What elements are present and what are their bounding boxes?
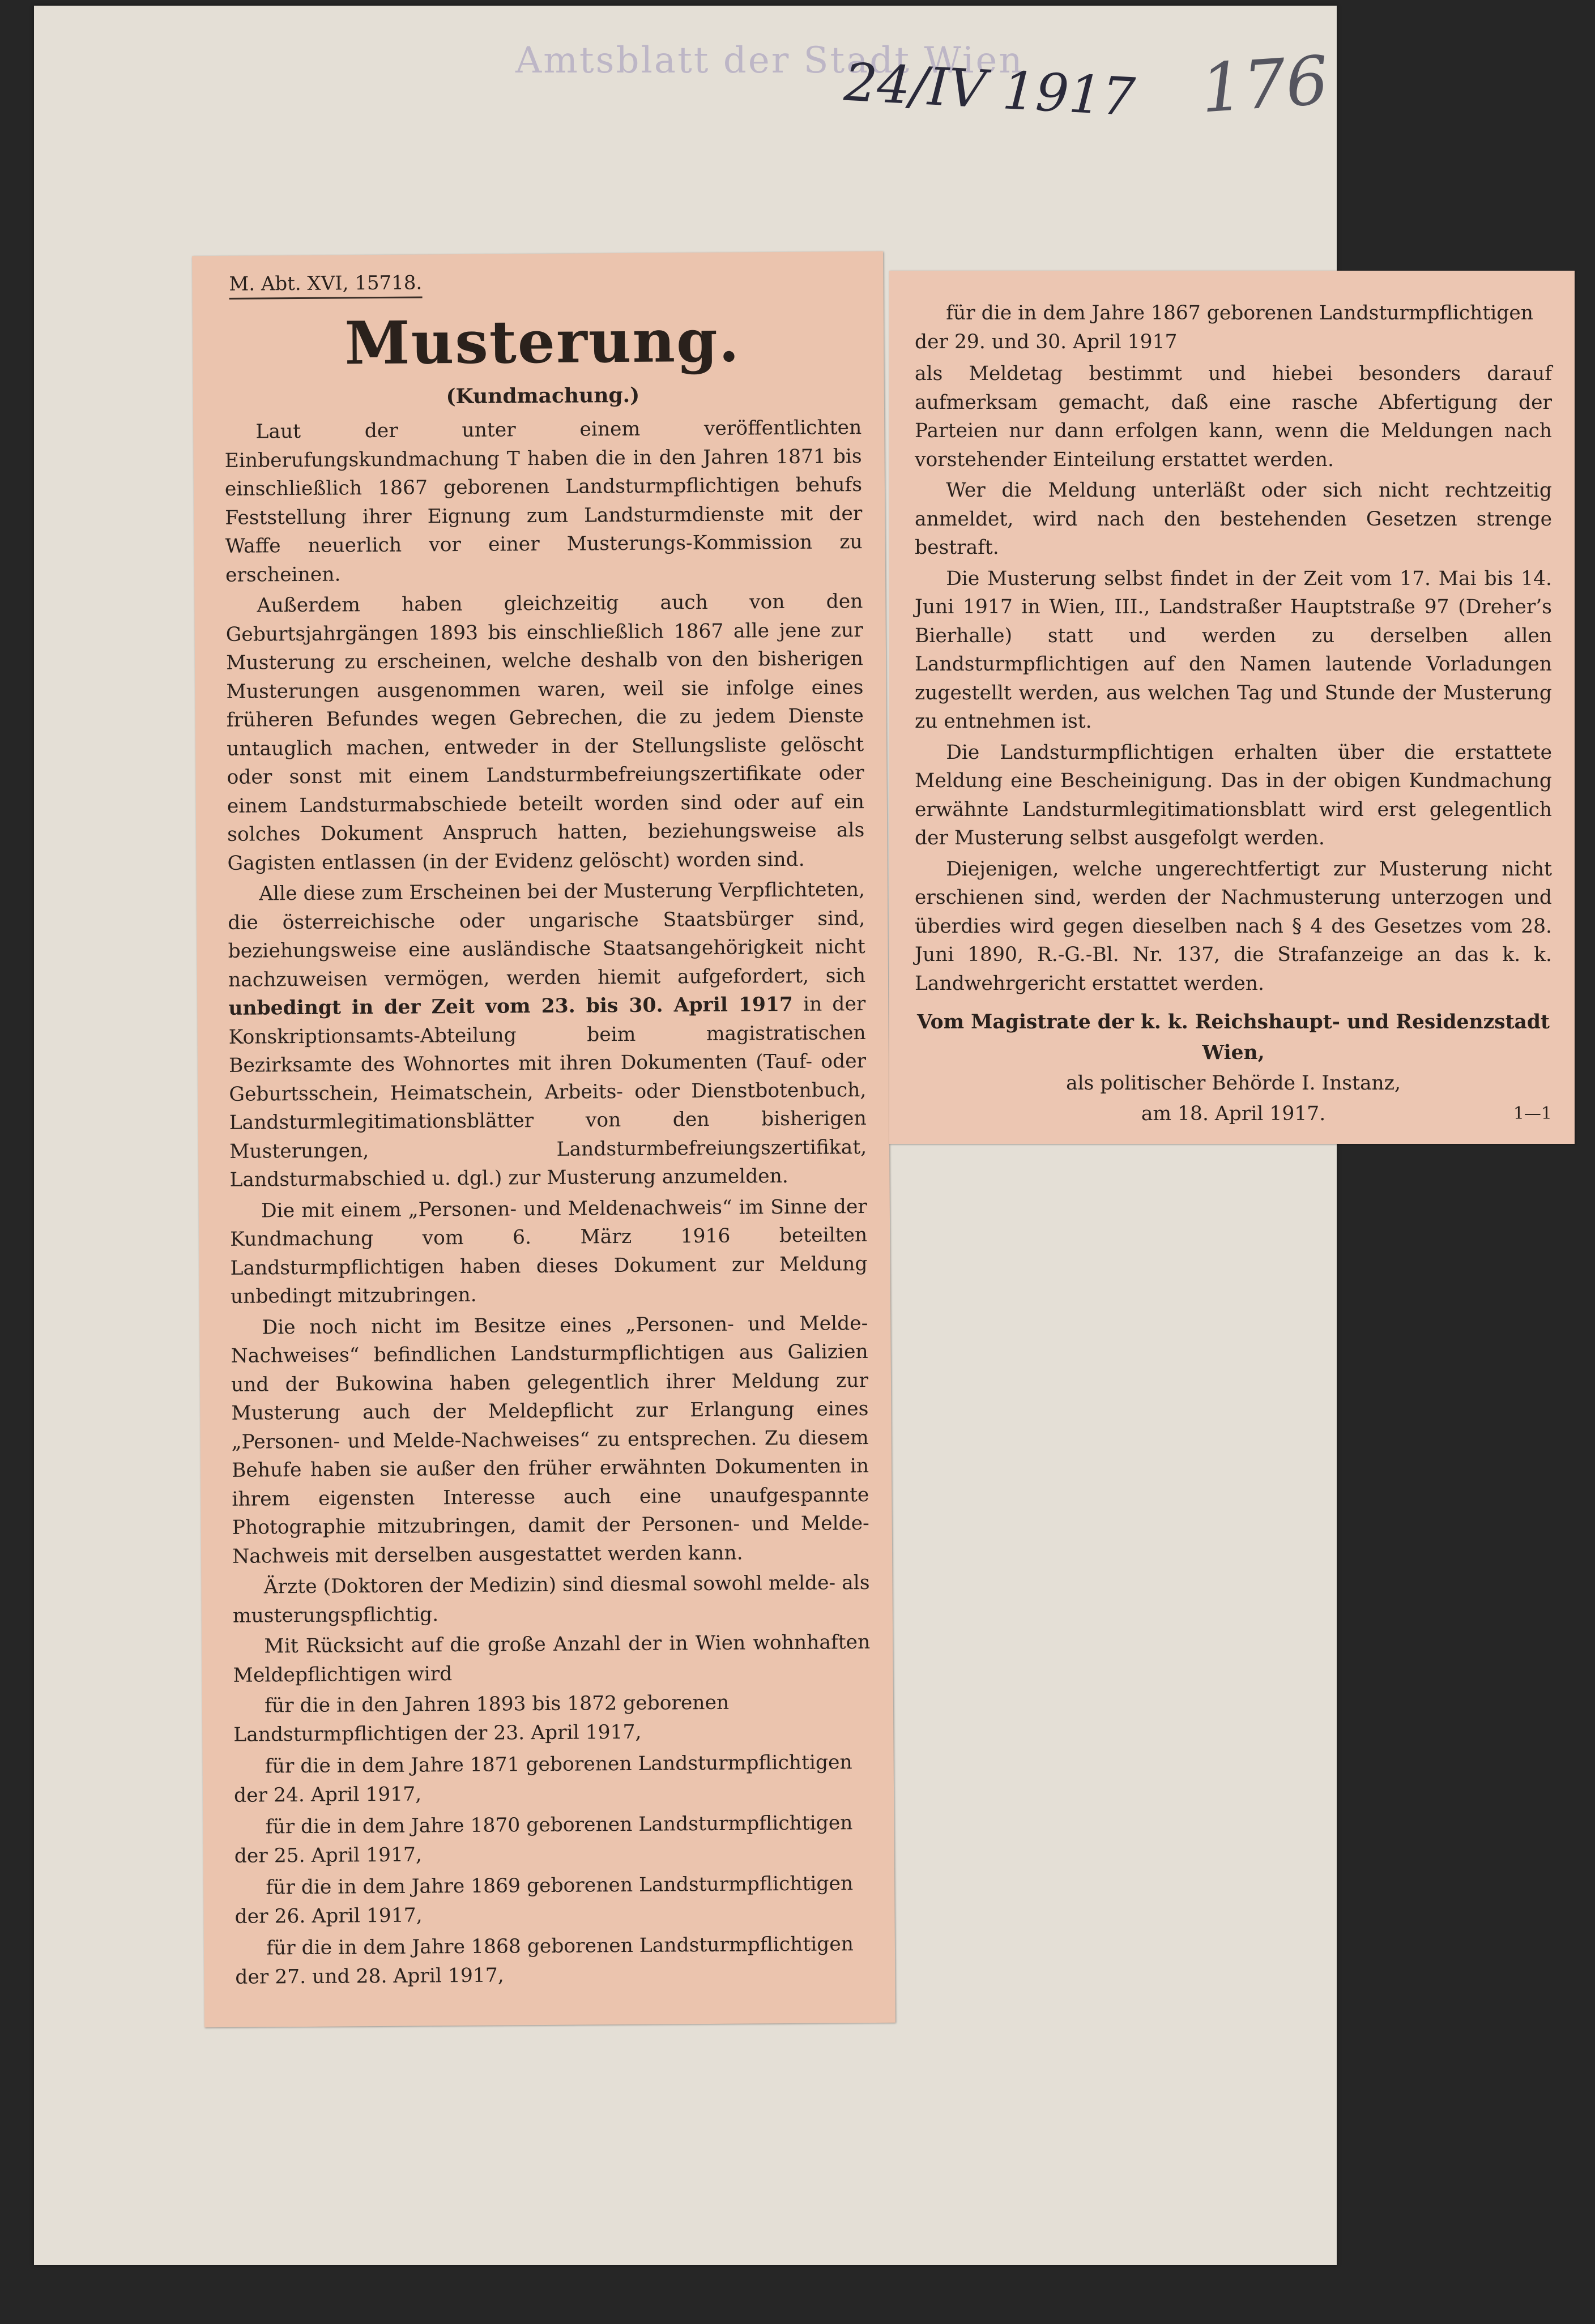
paragraph-text: in der Konskriptionsamts-Abteilung beim magistratischen Bezirksamte des Wohnortes mit ihren Dokumenten (Tauf- oder Geburtsschein, Heimatschein, Arbeits- oder Dienstbotenbuch, Landsturmlegitimationsblätter von den bisherigen Musterungen, Landsturmbefreiungszertifikat, Landsturmabschied u. dgl.) zur Musterung anzumelden. [228,993,867,1192]
print-run-marker: 1—1 [1513,1104,1552,1123]
schedule-item: für die in den Jahren 1893 bis 1872 geborenen Landsturmpflichtigen der 23. April 1917, [233,1691,730,1746]
schedule-item: für die in dem Jahre 1870 geborenen Landsturmpflichtigen der 25. April 1917, [234,1812,853,1868]
schedule-item: für die in dem Jahre 1867 geborenen Landsturmpflichtigen der 29. und 30. April 1917 [915,302,1533,353]
handwritten-date: 24/IV 1917 [842,52,1137,128]
paragraph: Die Landsturmpflichtigen erhalten über die erstattete Meldung eine Bescheinigung. Das in der obigen Kundmachung erwähnte Landsturmlegitimationsblatt wird erst gelegentlich der Musterung selbst ausgefolgt werden. [915,741,1552,849]
notice-reference-number: M. Abt. XVI, 15718. [229,271,422,299]
paragraph: Die mit einem „Personen- und Meldenachweis“ im Sinne der Kundmachung vom 6. März 1916 beteilten Landsturmpflichtigen haben dieses Dokument zur Meldung unbedingt mitzubringen. [230,1195,868,1309]
notice-subtitle: (Kundmachung.) [446,383,640,409]
paragraph: Diejenigen, welche ungerechtfertigt zur Musterung nicht erschienen sind, werden der Nachmusterung unterzogen und überdies wird gegen dieselben nach § 4 des Gesetzes vom 28. Juni 1890, R.-G.-Bl. Nr. 137, die Strafanzeige an das k. k. Landwehrgericht erstattet werden. [915,857,1552,995]
signature-date-line [915,1099,1552,1129]
paragraph: Laut der unter einem veröffentlichten Einberufungskundmachung T haben die in den Jahren 1871 bis einschließlich 1867 geborenen Landsturmpflichtigen behufs Feststellung ihrer Eignung zum Landsturmdienste mit der Waffe neuerlich vor einer Musterungs-Kommission zu erscheinen. [224,416,863,587]
paragraph: Wer die Meldung unterläßt oder sich nicht rechtzeitig anmeldet, wird nach den bestehenden Gesetzen strenge bestraft. [915,479,1552,559]
clipping-right-column [915,299,1552,1129]
paragraph: Die noch nicht im Besitze eines „Personen- und Melde-Nachweises“ befindlichen Landsturmpflichtigen aus Galizien und der Bukowina haben gelegentlich ihrer Meldung zur Musterung auch der Meldepflicht zur Erlangung eines „Personen- und Melde-Nachweises“ zu entsprechen. Zu diesem Behufe haben sie außer den früher erwähnten Dokumenten in ihrem eigensten Interesse auch eine unaufgespannte Photographie mitzubringen, damit der Personen- und Melde-Nachweis mit derselben ausgestattet werden kann. [231,1311,869,1568]
schedule-item: für die in dem Jahre 1869 geborenen Landsturmpflichtigen der 26. April 1917, [234,1872,854,1928]
newspaper-clipping-left [192,251,895,2027]
schedule-item: für die in dem Jahre 1871 geborenen Landsturmpflichtigen der 24. April 1917, [233,1751,852,1807]
folio-number: 176 [1198,41,1331,128]
notice-title: Musterung. [344,305,741,378]
newspaper-clipping-right [889,271,1575,1144]
signature-date: am 18. April 1917. [1141,1103,1326,1125]
paragraph: Ärzte (Doktoren der Medizin) sind diesmal sowohl melde- als musterungspflichtig. [232,1571,870,1627]
paragraph-text: Alle diese zum Erscheinen bei der Musterung Verpflichteten, die österreichische oder ungarische Staatsbürger sind, beziehungsweise eine ausländische Staatsangehörigkeit nicht nachzuweisen vermögen, werden hiemit aufgefordert, sich [228,878,866,992]
paragraph: Außerdem haben gleichzeitig auch von den Geburtsjahrgängen 1893 bis einschließlich 1867 alle jene zur Musterung zu erscheinen, welche deshalb von den bisherigen Musterungen ausgenommen waren, weil sie infolge eines früheren Befundes wegen Gebrechen, die zu jedem Dienste untauglich machen, entweder in der Stellungsliste gelöscht oder sonst mit einem Landsturmbefreiungszertifikate oder einem Landsturmabschiede beteilt worden sind oder auf ein solches Dokument Anspruch hatten, beziehungsweise als Gagisten entlassen (in der Evidenz gelöscht) worden sind. [225,590,865,875]
paragraph: Die Musterung selbst findet in der Zeit vom 17. Mai bis 14. Juni 1917 in Wien, III., Landstraßer Hauptstraße 97 (Dreher’s Bierhalle) statt und werden zu derselben allen Landsturmpflichtigen auf den Namen lautende Vorladungen zugestellt werden, aus welchen Tag und Stunde der Musterung zu entnehmen ist. [915,567,1552,733]
signature-capacity: als politischer Behörde I. Instanz, [1066,1072,1401,1095]
paragraph: als Meldetag bestimmt und hiebei besonders darauf aufmerksam gemacht, daß eine rasche Abfertigung der Parteien nur dann erfolgen kann, wenn die Meldungen nach vorstehender Einteilung erstattet werden. [915,362,1552,471]
registration-period-emphasis: unbedingt in der Zeit vom 23. bis 30. April 1917 [228,993,794,1020]
clipping-left-column [223,268,872,1995]
schedule-item: für die in dem Jahre 1868 geborenen Landsturmpflichtigen der 27. und 28. April 1917, [235,1933,854,1989]
archive-stamp: Amtsblatt der Stadt Wien [515,40,1024,82]
paragraph: Mit Rücksicht auf die große Anzahl der in Wien wohnhaften Meldepflichtigen wird [233,1631,871,1687]
paragraph-registration-period [228,875,867,1194]
signature-issuer: Vom Magistrate der k. k. Reichshaupt- und Residenzstadt Wien, [917,1011,1550,1064]
